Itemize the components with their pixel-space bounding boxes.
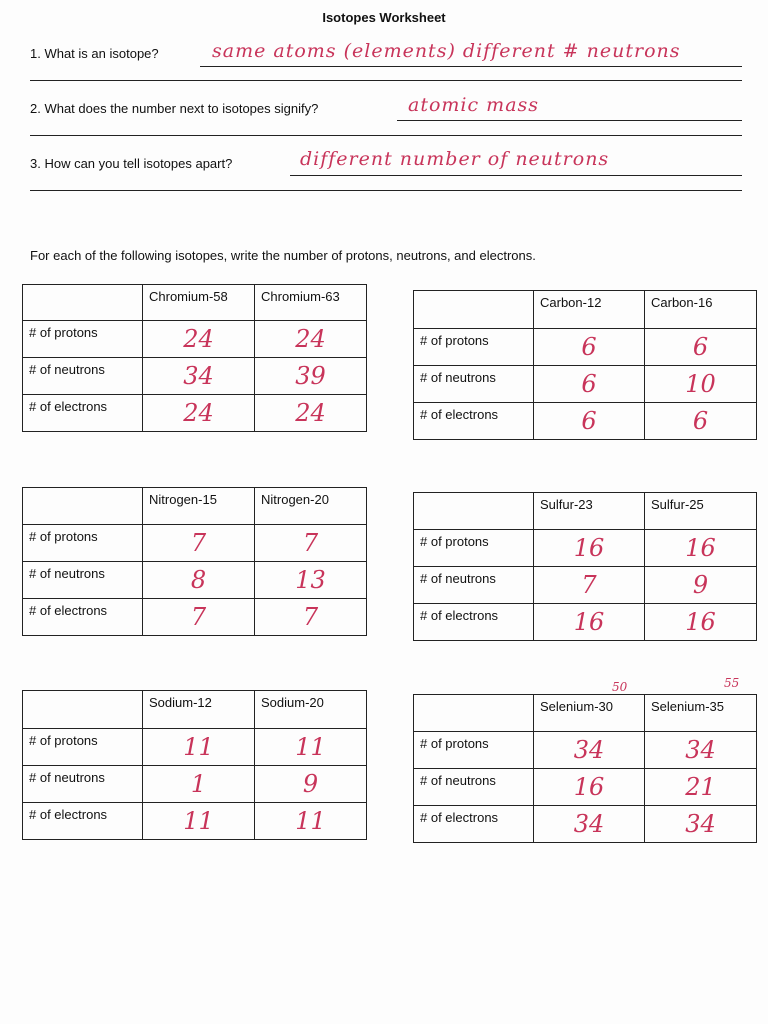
- isotope-table-sulfur: [413, 492, 757, 641]
- row-label-electrons: # of electrons: [23, 803, 143, 840]
- handwritten-value: 16: [534, 530, 645, 567]
- table-instructions: For each of the following isotopes, write the number of protons, neutrons, and electrons.: [30, 248, 536, 263]
- handwritten-value: 7: [255, 599, 367, 636]
- row-label-electrons: # of electrons: [414, 604, 534, 641]
- handwritten-value: 24: [255, 321, 367, 358]
- handwritten-value: 9: [255, 766, 367, 803]
- row-label-electrons: # of electrons: [23, 395, 143, 432]
- isotope-header: Selenium-35: [645, 695, 757, 732]
- handwritten-value: 34: [534, 732, 645, 769]
- row-label-protons: # of protons: [23, 525, 143, 562]
- handwritten-value: 6: [645, 403, 757, 440]
- extra-line-2: [30, 135, 742, 136]
- handwritten-value: 34: [645, 732, 757, 769]
- isotope-header: Carbon-12: [534, 291, 645, 329]
- handwritten-value: 39: [255, 358, 367, 395]
- isotope-header: Sodium-12: [143, 691, 255, 729]
- handwritten-value: 21: [645, 769, 757, 806]
- answer-line-3: [290, 175, 742, 176]
- extra-line-3: [30, 190, 742, 191]
- isotope-header: Selenium-30: [534, 695, 645, 732]
- handwritten-value: 6: [534, 366, 645, 403]
- row-label-neutrons: # of neutrons: [414, 366, 534, 403]
- handwritten-value: 11: [143, 729, 255, 766]
- handwritten-value: 16: [645, 530, 757, 567]
- handwritten-value: 34: [645, 806, 757, 843]
- isotope-table-carbon: [413, 290, 757, 440]
- isotope-header: Chromium-63: [255, 285, 367, 321]
- answer-line-1: [200, 66, 742, 67]
- handwritten-value: 7: [143, 525, 255, 562]
- empty-header-cell: [23, 285, 143, 321]
- handwritten-value: 7: [255, 525, 367, 562]
- answer-3: different number of neutrons: [300, 148, 610, 170]
- row-label-electrons: # of electrons: [23, 599, 143, 636]
- handwritten-value: 11: [255, 729, 367, 766]
- empty-header-cell: [414, 695, 534, 732]
- isotope-header: Nitrogen-20: [255, 488, 367, 525]
- handwritten-value: 1: [143, 766, 255, 803]
- row-label-neutrons: # of neutrons: [23, 766, 143, 803]
- handwritten-value: 24: [143, 395, 255, 432]
- row-label-protons: # of protons: [414, 732, 534, 769]
- handwritten-value: 34: [534, 806, 645, 843]
- row-label-protons: # of protons: [23, 321, 143, 358]
- handwritten-value: 6: [534, 403, 645, 440]
- handwritten-value: 16: [534, 604, 645, 641]
- answer-2: atomic mass: [408, 94, 540, 116]
- row-label-protons: # of protons: [414, 329, 534, 366]
- empty-header-cell: [414, 493, 534, 530]
- isotope-header: Carbon-16: [645, 291, 757, 329]
- row-label-neutrons: # of neutrons: [414, 769, 534, 806]
- handwritten-value: 16: [645, 604, 757, 641]
- isotope-header: Sulfur-25: [645, 493, 757, 530]
- worksheet-title: Isotopes Worksheet: [322, 10, 446, 25]
- row-label-neutrons: # of neutrons: [414, 567, 534, 604]
- question-2: 2. What does the number next to isotopes signify?: [30, 101, 319, 116]
- isotope-table-nitrogen: [22, 487, 367, 636]
- handwritten-value: 24: [143, 321, 255, 358]
- handwritten-value: 24: [255, 395, 367, 432]
- row-label-electrons: # of electrons: [414, 403, 534, 440]
- handwritten-value: 9: [645, 567, 757, 604]
- correction-note: 50: [612, 680, 628, 694]
- row-label-protons: # of protons: [23, 729, 143, 766]
- question-1: 1. What is an isotope?: [30, 46, 159, 61]
- handwritten-value: 6: [534, 329, 645, 366]
- empty-header-cell: [414, 291, 534, 329]
- answer-1: same atoms (elements) different # neutrons: [212, 40, 681, 62]
- answer-line-2: [397, 120, 742, 121]
- correction-note: 55: [724, 676, 740, 690]
- row-label-electrons: # of electrons: [414, 806, 534, 843]
- handwritten-value: 13: [255, 562, 367, 599]
- handwritten-value: 34: [143, 358, 255, 395]
- handwritten-value: 7: [534, 567, 645, 604]
- handwritten-value: 7: [143, 599, 255, 636]
- row-label-protons: # of protons: [414, 530, 534, 567]
- handwritten-value: 11: [143, 803, 255, 840]
- row-label-neutrons: # of neutrons: [23, 358, 143, 395]
- isotope-table-selenium: [413, 694, 757, 843]
- isotope-table-chromium: [22, 284, 367, 432]
- isotope-header: Nitrogen-15: [143, 488, 255, 525]
- isotope-header: Chromium-58: [143, 285, 255, 321]
- handwritten-value: 6: [645, 329, 757, 366]
- extra-line-1: [30, 80, 742, 81]
- row-label-neutrons: # of neutrons: [23, 562, 143, 599]
- handwritten-value: 8: [143, 562, 255, 599]
- isotope-header: Sulfur-23: [534, 493, 645, 530]
- empty-header-cell: [23, 488, 143, 525]
- isotope-table-sodium: [22, 690, 367, 840]
- question-3: 3. How can you tell isotopes apart?: [30, 156, 233, 171]
- isotope-header: Sodium-20: [255, 691, 367, 729]
- handwritten-value: 11: [255, 803, 367, 840]
- handwritten-value: 16: [534, 769, 645, 806]
- empty-header-cell: [23, 691, 143, 729]
- handwritten-value: 10: [645, 366, 757, 403]
